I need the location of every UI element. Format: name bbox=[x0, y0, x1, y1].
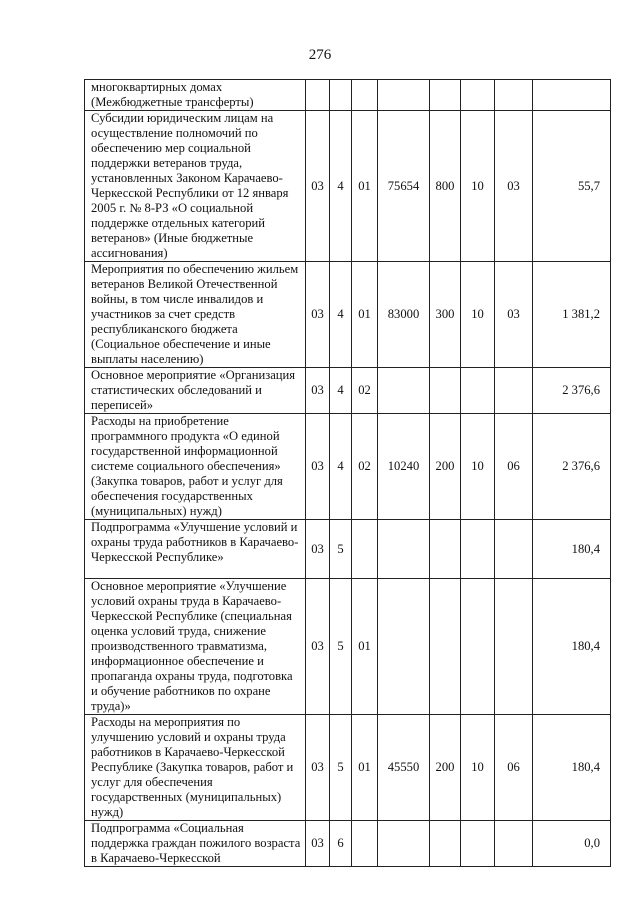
measure-code-cell: 01 bbox=[352, 715, 378, 821]
subsection-cell: 06 bbox=[495, 414, 533, 520]
measure-code-cell bbox=[352, 520, 378, 579]
measure-code-cell: 02 bbox=[352, 368, 378, 414]
measure-code-cell: 01 bbox=[352, 579, 378, 715]
budget-table bbox=[84, 79, 611, 867]
section-cell bbox=[461, 368, 495, 414]
subprogram-code-cell: 5 bbox=[330, 715, 352, 821]
row-name-cell: Подпрограмма «Улучшение условий и охраны труда работников в Карачаево-Черкесской Республике» bbox=[85, 520, 306, 579]
row-name-cell: Основное мероприятие «Улучшение условий охраны труда в Карачаево-Черкесской Республике (специальная оценка условий труда, снижение производственного травматизма, информационное обеспечение и пропаганда охраны труда, подготовка и обучение работников по охране труда)» bbox=[85, 579, 306, 715]
program-code-cell: 03 bbox=[306, 579, 330, 715]
section-cell: 10 bbox=[461, 262, 495, 368]
row-name-cell: Мероприятия по обеспечению жильем ветеранов Великой Отечественной войны, в том числе инвалидов и участников за счет средств республиканского бюджета (Социальное обеспечение и иные выплаты населению) bbox=[85, 262, 306, 368]
subsection-cell bbox=[495, 80, 533, 111]
table-row bbox=[85, 80, 611, 111]
subprogram-code-cell: 5 bbox=[330, 520, 352, 579]
amount-cell bbox=[533, 80, 611, 111]
direction-code-cell bbox=[378, 579, 430, 715]
expense-type-cell bbox=[430, 80, 461, 111]
table-row bbox=[85, 821, 611, 867]
section-cell bbox=[461, 520, 495, 579]
table-row bbox=[85, 262, 611, 368]
row-name-cell: многоквартирных домах (Межбюджетные трансферты) bbox=[85, 80, 306, 111]
row-name-cell: Основное мероприятие «Организация статистических обследований и переписей» bbox=[85, 368, 306, 414]
subsection-cell: 06 bbox=[495, 715, 533, 821]
amount-cell: 55,7 bbox=[533, 111, 611, 262]
program-code-cell: 03 bbox=[306, 821, 330, 867]
subprogram-code-cell: 6 bbox=[330, 821, 352, 867]
section-cell bbox=[461, 579, 495, 715]
table-row bbox=[85, 715, 611, 821]
table-row bbox=[85, 414, 611, 520]
expense-type-cell bbox=[430, 520, 461, 579]
subprogram-code-cell: 4 bbox=[330, 111, 352, 262]
row-name-cell: Расходы на мероприятия по улучшению условий и охраны труда работников в Карачаево-Черкесской Республике (Закупка товаров, работ и услуг для обеспечения государственных (муниципальных) нужд) bbox=[85, 715, 306, 821]
expense-type-cell: 800 bbox=[430, 111, 461, 262]
section-cell: 10 bbox=[461, 111, 495, 262]
direction-code-cell: 75654 bbox=[378, 111, 430, 262]
expense-type-cell: 200 bbox=[430, 414, 461, 520]
amount-cell: 2 376,6 bbox=[533, 368, 611, 414]
expense-type-cell: 300 bbox=[430, 262, 461, 368]
row-name-cell: Расходы на приобретение программного продукта «О единой государственной информационной системе социального обеспечения» (Закупка товаров, работ и услуг для обеспечения государственных (муниципальных) нужд) bbox=[85, 414, 306, 520]
program-code-cell bbox=[306, 80, 330, 111]
page-number: 276 bbox=[308, 47, 332, 63]
amount-cell: 1 381,2 bbox=[533, 262, 611, 368]
subprogram-code-cell: 4 bbox=[330, 414, 352, 520]
expense-type-cell bbox=[430, 368, 461, 414]
direction-code-cell: 45550 bbox=[378, 715, 430, 821]
direction-code-cell: 10240 bbox=[378, 414, 430, 520]
expense-type-cell: 200 bbox=[430, 715, 461, 821]
subsection-cell: 03 bbox=[495, 111, 533, 262]
table-row bbox=[85, 368, 611, 414]
amount-cell: 180,4 bbox=[533, 520, 611, 579]
section-cell bbox=[461, 80, 495, 111]
program-code-cell: 03 bbox=[306, 520, 330, 579]
expense-type-cell bbox=[430, 821, 461, 867]
table-row bbox=[85, 579, 611, 715]
measure-code-cell: 01 bbox=[352, 111, 378, 262]
section-cell: 10 bbox=[461, 715, 495, 821]
subprogram-code-cell bbox=[330, 80, 352, 111]
direction-code-cell bbox=[378, 520, 430, 579]
measure-code-cell: 02 bbox=[352, 414, 378, 520]
direction-code-cell: 83000 bbox=[378, 262, 430, 368]
subprogram-code-cell: 4 bbox=[330, 262, 352, 368]
program-code-cell: 03 bbox=[306, 262, 330, 368]
section-cell: 10 bbox=[461, 414, 495, 520]
subprogram-code-cell: 4 bbox=[330, 368, 352, 414]
amount-cell: 2 376,6 bbox=[533, 414, 611, 520]
section-cell bbox=[461, 821, 495, 867]
table-row bbox=[85, 111, 611, 262]
subsection-cell bbox=[495, 520, 533, 579]
subsection-cell bbox=[495, 368, 533, 414]
subsection-cell: 03 bbox=[495, 262, 533, 368]
table-row bbox=[85, 520, 611, 579]
direction-code-cell bbox=[378, 821, 430, 867]
measure-code-cell bbox=[352, 821, 378, 867]
amount-cell: 180,4 bbox=[533, 579, 611, 715]
program-code-cell: 03 bbox=[306, 368, 330, 414]
amount-cell: 0,0 bbox=[533, 821, 611, 867]
program-code-cell: 03 bbox=[306, 414, 330, 520]
program-code-cell: 03 bbox=[306, 715, 330, 821]
expense-type-cell bbox=[430, 579, 461, 715]
measure-code-cell: 01 bbox=[352, 262, 378, 368]
subsection-cell bbox=[495, 821, 533, 867]
direction-code-cell bbox=[378, 80, 430, 111]
measure-code-cell bbox=[352, 80, 378, 111]
direction-code-cell bbox=[378, 368, 430, 414]
row-name-cell: Субсидии юридическим лицам на осуществление полномочий по обеспечению мер социальной поддержки ветеранов труда, установленных Законом Карачаево-Черкесской Республики от 12 января 2005 г. № 8-РЗ «О социальной поддержке отдельных категорий ветеранов» (Иные бюджетные ассигнования) bbox=[85, 111, 306, 262]
program-code-cell: 03 bbox=[306, 111, 330, 262]
amount-cell: 180,4 bbox=[533, 715, 611, 821]
row-name-cell: Подпрограмма «Социальная поддержка граждан пожилого возраста в Карачаево-Черкесской bbox=[85, 821, 306, 867]
subsection-cell bbox=[495, 579, 533, 715]
subprogram-code-cell: 5 bbox=[330, 579, 352, 715]
